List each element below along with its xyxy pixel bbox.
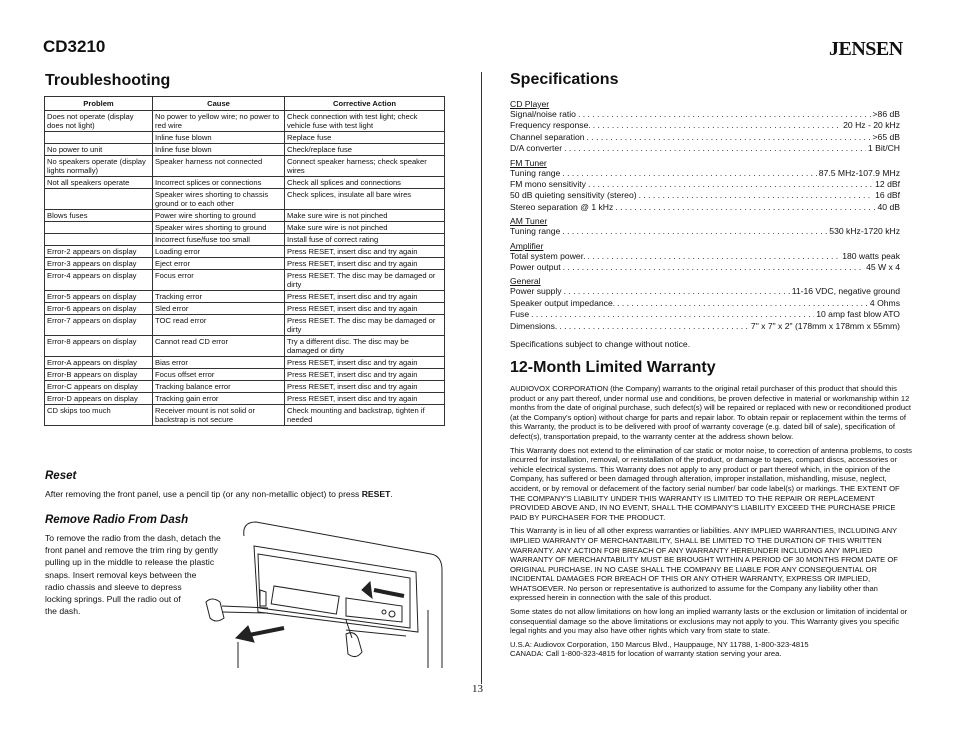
table-cell: Check/replace fuse: [285, 144, 445, 156]
table-row: [45, 405, 445, 426]
table-cell: Press RESET, insert disc and try again: [285, 258, 445, 270]
table-cell: Speaker harness not connected: [153, 156, 285, 177]
dot-leader: [562, 226, 827, 237]
table-row: [45, 336, 445, 357]
table-cell: Does not operate (display does not light): [45, 111, 153, 132]
table-cell: [45, 234, 153, 246]
dot-leader: [531, 309, 814, 320]
table-cell: Speaker wires shorting to chassis ground or to each other: [153, 189, 285, 210]
dot-leader: [593, 120, 841, 131]
text-line: the dash.: [45, 606, 81, 617]
warranty-paragraph: This Warranty does not extend to the elimination of car static or motor noise, to correction of antenna problems, to costs incurred for installation, removal, or reinstallation of the product, or damage to tapes, compact discs, accessories or vehicle electrical systems. This Warranty does not apply to any product or part thereof which, in the opinion of the Company, has suffered or been damaged through alteration, improper installation, mishandling, misuse, neglect, accident, or by removal or defacement of the factory serial number/ bar code label(s) or markings. THE EXTENT OF THE COMPANY'S LIABILITY UNDER THIS WARRANTY IS LIMITED TO THE REPAIR OR REPLACEMENT PROVIDED ABOVE AND, IN NO EVENT, SHALL THE COMPANY'S LIABILITY EXCEED THE PURCHASE PRICE PAID BY PURCHASER FOR THE PRODUCT.: [510, 445, 912, 522]
table-cell: Focus error: [153, 270, 285, 291]
table-row: [45, 144, 445, 156]
table-cell: Error-D appears on display: [45, 393, 153, 405]
spec-line: [510, 226, 900, 237]
warranty-paragraph: U.S.A: Audiovox Corporation, 150 Marcus Blvd., Hauppauge, NY 11788, 1-800-323-4815 CANADA: Call 1-800-323-4815 for location of warranty station serving your area.: [510, 639, 809, 659]
table-cell: Incorrect fuse/fuse too small: [153, 234, 285, 246]
dot-leader: [563, 262, 864, 273]
dot-leader: [559, 321, 749, 332]
spec-label: Frequency response.: [510, 120, 591, 131]
spec-label: Total system power.: [510, 250, 586, 261]
specifications-note: Specifications subject to change without notice.: [510, 339, 691, 350]
table-cell: Press RESET, insert disc and try again: [285, 357, 445, 369]
spec-value: 20 Hz - 20 kHz: [843, 120, 900, 131]
dot-leader: [564, 286, 790, 297]
table-cell: Check mounting and backstrap, tighten if needed: [285, 405, 445, 426]
table-cell: TOC read error: [153, 315, 285, 336]
spec-label: Tuning range: [510, 167, 561, 178]
table-row: [45, 246, 445, 258]
table-cell: Receiver mount is not solid or backstrap is not secure: [153, 405, 285, 426]
spec-line: [510, 132, 900, 143]
text-line: To remove the radio from the dash, detach the: [45, 533, 221, 543]
table-cell: Error-3 appears on display: [45, 258, 153, 270]
reset-bold: RESET: [361, 489, 391, 499]
reset-text: After removing the front panel, use a pencil tip (or any non-metallic object) to press RESET.: [45, 489, 393, 499]
table-cell: Replace fuse: [285, 132, 445, 144]
dot-leader: [639, 190, 874, 201]
table-cell: Install fuse of correct rating: [285, 234, 445, 246]
spec-label: Signal/noise ratio: [510, 109, 576, 119]
table-row: [45, 189, 445, 210]
spec-group-heading: General: [510, 276, 541, 287]
column-header: Corrective Action: [285, 97, 445, 111]
spec-line: [510, 202, 900, 213]
spec-line: [510, 309, 900, 320]
table-cell: Eject error: [153, 258, 285, 270]
table-cell: Check connection with test light; check vehicle fuse with test light: [285, 111, 445, 132]
warranty-text: [510, 384, 914, 663]
table-cell: No power to unit: [45, 144, 153, 156]
text-line: radio chassis and sleeve to depress: [45, 581, 182, 592]
dot-leader: [587, 251, 840, 262]
spec-line: [510, 109, 900, 120]
text-line: front panel and remove the trim ring by gently: [45, 545, 218, 556]
table-cell: Power wire shorting to ground: [153, 210, 285, 222]
spec-label: D/A converter: [510, 143, 563, 154]
table-cell: Inline fuse blown: [153, 144, 285, 156]
remove-radio-title: Remove Radio From Dash: [45, 514, 189, 526]
specifications-list: [510, 96, 900, 349]
column-divider: [481, 72, 482, 684]
text-line: pulling up in the middle to release the plastic: [45, 557, 215, 568]
table-cell: Loading error: [153, 246, 285, 258]
spec-value: 7" x 7" x 2" (178mm x 178mm x 55mm): [750, 320, 900, 331]
table-row: [45, 369, 445, 381]
radio-removal-illustration: [196, 520, 444, 668]
table-cell: Error-A appears on display: [45, 357, 153, 369]
table-cell: Error-C appears on display: [45, 381, 153, 393]
table-cell: Press RESET. The disc may be damaged or dirty: [285, 315, 445, 336]
spec-label: Tuning range: [510, 226, 561, 237]
table-row: [45, 234, 445, 246]
column-header: Cause: [153, 97, 285, 111]
spec-group-heading: FM Tuner: [510, 157, 547, 168]
table-row: [45, 210, 445, 222]
table-cell: Press RESET, insert disc and try again: [285, 381, 445, 393]
spec-line: [510, 251, 900, 262]
table-cell: Error-2 appears on display: [45, 246, 153, 258]
table-cell: Speaker wires shorting to ground: [153, 222, 285, 234]
table-cell: Error-B appears on display: [45, 369, 153, 381]
table-row: [45, 393, 445, 405]
table-row: [45, 258, 445, 270]
table-row: [45, 156, 445, 177]
spec-group-heading: Amplifier: [510, 240, 544, 251]
table-cell: [45, 222, 153, 234]
table-cell: Incorrect splices or connections: [153, 177, 285, 189]
table-cell: Press RESET, insert disc and try again: [285, 393, 445, 405]
table-cell: Not all speakers operate: [45, 177, 153, 189]
dot-leader: [615, 202, 875, 213]
table-cell: Check splices, insulate all bare wires: [285, 189, 445, 210]
dot-leader: [564, 143, 866, 154]
text-line: locking springs. Pull the radio out of: [45, 594, 181, 605]
table-cell: Inline fuse blown: [153, 132, 285, 144]
spec-value: 40 dB: [877, 201, 900, 212]
table-cell: Press RESET, insert disc and try again: [285, 369, 445, 381]
spec-value: 11-16 VDC, negative ground: [791, 286, 900, 297]
dot-leader: [562, 168, 816, 179]
table-cell: Press RESET. The disc may be damaged or dirty: [285, 270, 445, 291]
spec-label: 50 dB quieting sensitivity (stereo): [510, 190, 637, 201]
table-cell: Error-8 appears on display: [45, 336, 153, 357]
spec-label: Fuse: [510, 309, 530, 320]
spec-value: 1 Bit/CH: [868, 143, 900, 154]
column-header: Problem: [45, 97, 153, 111]
spec-line: [510, 120, 900, 131]
table-row: [45, 132, 445, 144]
spec-value: 45 W x 4: [866, 262, 900, 273]
table-cell: Tracking gain error: [153, 393, 285, 405]
spec-label: Power output: [510, 262, 561, 273]
spec-value: >65 dB: [872, 131, 900, 142]
spec-label: Power supply: [510, 286, 562, 297]
spec-line: [510, 168, 900, 179]
table-row: [45, 177, 445, 189]
table-cell: Bias error: [153, 357, 285, 369]
table-cell: Error-4 appears on display: [45, 270, 153, 291]
spec-value: 10 amp fast blow ATO: [816, 309, 900, 320]
troubleshooting-table: [44, 96, 445, 426]
table-row: [45, 381, 445, 393]
table-cell: Press RESET, insert disc and try again: [285, 291, 445, 303]
brand-logo: JENSEN: [829, 38, 903, 60]
spec-line: [510, 190, 900, 201]
spec-group-heading: AM Tuner: [510, 216, 548, 227]
table-cell: Tracking error: [153, 291, 285, 303]
spec-label: FM mono sensitivity: [510, 179, 586, 190]
spec-line: [510, 262, 900, 273]
warranty-title: 12-Month Limited Warranty: [510, 359, 716, 376]
table-cell: Connect speaker harness; check speaker wires: [285, 156, 445, 177]
table-cell: [45, 189, 153, 210]
troubleshooting-title: Troubleshooting: [45, 72, 171, 89]
table-cell: Error-6 appears on display: [45, 303, 153, 315]
specifications-title: Specifications: [510, 71, 619, 88]
table-cell: Press RESET, insert disc and try again: [285, 246, 445, 258]
spec-label: Stereo separation @ 1 kHz: [510, 201, 614, 212]
page-number: 13: [472, 683, 483, 695]
spec-value: 87.5 MHz-107.9 MHz: [818, 167, 900, 178]
spec-line: [510, 179, 900, 190]
table-cell: CD skips too much: [45, 405, 153, 426]
dot-leader: [578, 109, 871, 120]
warranty-paragraph: AUDIOVOX CORPORATION (the Company) warrants to the original retail purchaser of this product that should this product or any part thereof, under normal use and conditions, be proven defective in material or workmanship within 12 months from the date of original purchase, such defect(s) will be repaired or replaced with new or reconditioned product (at the Company's option) without charge for parts and repair labor. To obtain repair or replacement within the terms of this Warranty, the product is to be delivered with proof of warranty coverage (e.g. dated bill of sale), specification of defect(s), transportation prepaid, to the warranty center at the address shown below.: [510, 384, 911, 441]
table-header-row: [45, 97, 445, 111]
table-cell: Make sure wire is not pinched: [285, 222, 445, 234]
reset-title: Reset: [45, 470, 77, 482]
table-cell: Blows fuses: [45, 210, 153, 222]
table-row: [45, 315, 445, 336]
spec-line: [510, 321, 900, 332]
spec-group-heading: CD Player: [510, 99, 550, 109]
table-row: [45, 303, 445, 315]
table-row: [45, 111, 445, 132]
spec-label: Channel separation: [510, 131, 585, 142]
table-cell: [45, 132, 153, 144]
warranty-paragraph: This Warranty is in lieu of all other express warranties or liabilities. ANY IMPLIED WARRANTIES, INCLUDING ANY IMPLIED WARRANTY OF MERCHANTABILITY, SHALL BE LIMITED TO THE DURATION OF THIS WRITTEN WARRANTY. ANY ACTION FOR BREACH OF ANY WARRANTY HEREUNDER INCLUDING ANY IMPLIED WARRANTY OF MERCHANTABILITY MUST BE BROUGHT WITHIN A PERIOD OF 30 MONTHS FROM DATE OF ORIGINAL PURCHASE. IN NO CASE SHALL THE COMPANY BE LIABLE FOR ANY CONSEQUENTIAL OR INCIDENTAL DAMAGES FOR BREACH OF THIS OR ANY OTHER WARRANTY, EXPRESS OR IMPLIED, WHATSOEVER. No person or representative is authorized to assume for the Company any liability other than expressed herein in connection with the sale of this product.: [510, 526, 898, 603]
table-cell: Try a different disc. The disc may be damaged or dirty: [285, 336, 445, 357]
spec-value: 530 kHz-1720 kHz: [829, 226, 900, 237]
table-cell: Sled error: [153, 303, 285, 315]
dot-leader: [587, 132, 871, 143]
spec-label: Speaker output impedance.: [510, 297, 616, 308]
spec-value: 16 dBf: [875, 190, 900, 201]
table-row: [45, 222, 445, 234]
table-cell: No speakers operate (display lights normally): [45, 156, 153, 177]
model-name: CD3210: [43, 37, 106, 56]
dot-leader: [617, 298, 868, 309]
table-cell: Check all splices and connections: [285, 177, 445, 189]
table-cell: Make sure wire is not pinched: [285, 210, 445, 222]
spec-line: [510, 143, 900, 154]
table-cell: Error-7 appears on display: [45, 315, 153, 336]
table-cell: No power to yellow wire; no power to red wire: [153, 111, 285, 132]
dot-leader: [588, 179, 873, 190]
spec-value: >86 dB: [872, 109, 900, 119]
table-cell: Cannot read CD error: [153, 336, 285, 357]
table-row: [45, 270, 445, 291]
table-row: [45, 357, 445, 369]
spec-line: [510, 298, 900, 309]
table-cell: Focus offset error: [153, 369, 285, 381]
table-cell: Tracking balance error: [153, 381, 285, 393]
text-line: snaps. Insert removal keys between the: [45, 569, 197, 580]
table-cell: Press RESET, insert disc and try again: [285, 303, 445, 315]
table-cell: Error-5 appears on display: [45, 291, 153, 303]
spec-line: [510, 286, 900, 297]
spec-value: 180 watts peak: [842, 250, 900, 261]
table-row: [45, 291, 445, 303]
spec-label: Dimensions.: [510, 320, 558, 331]
spec-value: 12 dBf: [875, 179, 900, 190]
spec-value: 4 Ohms: [869, 297, 900, 308]
warranty-paragraph: Some states do not allow limitations on how long an implied warranty lasts or the exclusion or limitation of incidental or consequential damage so the above limitations or exclusions may not apply to you. This Warranty gives you specific legal rights and you may also have other rights which vary from state to state.: [510, 607, 908, 636]
